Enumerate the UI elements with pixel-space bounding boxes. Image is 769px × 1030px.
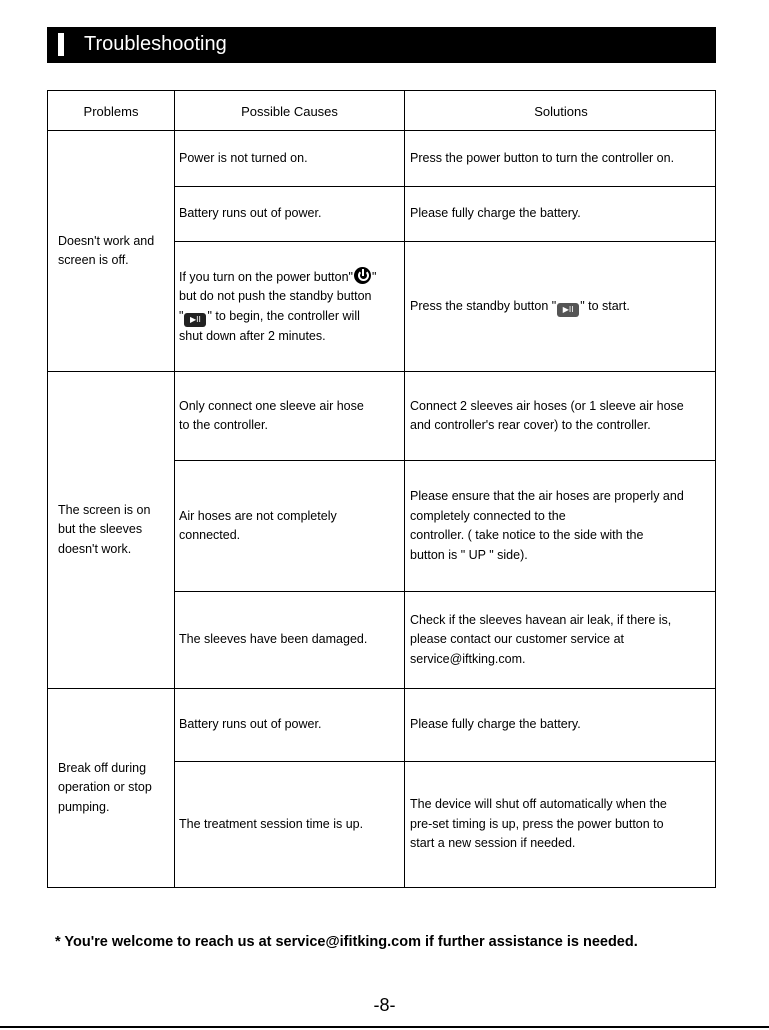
- problem-text: doesn't work.: [58, 541, 132, 556]
- problem-text: but the sleeves: [58, 522, 143, 537]
- play-pause-icon: ▶II: [184, 313, 206, 327]
- solution-cell: [405, 131, 717, 186]
- solution-text: button is " UP " side).: [410, 547, 528, 562]
- solution-cell: [405, 242, 717, 371]
- solution-text: Connect 2 sleeves air hoses (or 1 sleeve air hose: [410, 398, 684, 413]
- problem-text: The screen is on: [58, 502, 151, 517]
- solution-text: and controller's rear cover) to the controller.: [410, 418, 651, 432]
- section-header: [47, 27, 716, 63]
- problem-text: operation or stop: [58, 780, 152, 795]
- cause-text-part: If you turn on the power button": [179, 269, 353, 284]
- solution-text: Please fully charge the battery.: [410, 206, 581, 221]
- solution-text: The device will shut off automatically when the: [410, 797, 667, 812]
- solution-text: [410, 297, 630, 317]
- solution-text: Check if the sleeves havean air leak, if there is,: [410, 612, 672, 627]
- cause-text-part: ": [179, 308, 184, 323]
- cause-text: connected.: [179, 528, 241, 542]
- solution-cell: [405, 592, 717, 688]
- cause-cell: [175, 187, 404, 241]
- solution-cell: [405, 372, 717, 460]
- cause-text: Only connect one sleeve air hose: [179, 398, 364, 413]
- problem-cell: [48, 131, 174, 371]
- solution-cell: [405, 187, 717, 241]
- solution-text: Press the power button to turn the controller on.: [410, 150, 675, 165]
- header-possible-causes: Possible Causes: [241, 103, 338, 119]
- cause-cell: [175, 461, 404, 591]
- cause-cell: [175, 242, 404, 371]
- solution-text: Please ensure that the air hoses are properly and: [410, 489, 684, 503]
- solution-cell: [405, 689, 717, 761]
- cause-text: Power is not turned on.: [179, 150, 308, 165]
- cause-text: The sleeves have been damaged.: [179, 632, 368, 647]
- cause-text: shut down after 2 minutes.: [179, 328, 326, 343]
- solution-text: please contact our customer service at: [410, 632, 624, 647]
- troubleshooting-table: [47, 90, 716, 888]
- cause-cell: [175, 762, 404, 887]
- cause-cell: [175, 689, 404, 761]
- solution-cell: [405, 762, 717, 887]
- problem-text: Break off during: [58, 760, 147, 775]
- header-accent-bar: [58, 33, 64, 56]
- solution-text: controller. ( take notice to the side with the: [410, 528, 644, 542]
- cause-text-part: ": [372, 269, 377, 284]
- solution-text-part: Press the standby button ": [410, 298, 557, 313]
- power-icon: [354, 267, 371, 284]
- header-solutions: Solutions: [534, 103, 588, 119]
- cause-cell: [175, 372, 404, 460]
- problem-text: Doesn't work and: [58, 233, 155, 248]
- page-title: Troubleshooting: [84, 33, 227, 55]
- cause-text: [179, 307, 376, 327]
- cause-text: Battery runs out of power.: [179, 717, 322, 732]
- solution-cell: [405, 461, 717, 591]
- cause-text: The treatment session time is up.: [179, 816, 364, 831]
- problem-text: screen is off.: [58, 253, 129, 267]
- problem-cell: [48, 689, 174, 887]
- solution-text: pre-set timing is up, press the power button to: [410, 816, 664, 831]
- cause-text: Air hoses are not completely: [179, 508, 337, 523]
- footer-note: * You're welcome to reach us at service@ifitking.com if further assistance is needed.: [55, 934, 638, 950]
- problem-cell: [48, 372, 174, 688]
- cause-text: [179, 267, 376, 288]
- bottom-rule: [0, 1026, 769, 1028]
- cause-cell: [175, 592, 404, 688]
- page-number: -8-: [373, 995, 396, 1015]
- solution-text: service@iftking.com.: [410, 651, 526, 666]
- cause-cell: [175, 131, 404, 186]
- cause-text: Battery runs out of power.: [179, 206, 322, 221]
- solution-text: completely connected to the: [410, 508, 566, 523]
- cause-text: to the controller.: [179, 418, 268, 432]
- cause-text: but do not push the standby button: [179, 289, 372, 304]
- cause-text-part: " to begin, the controller will: [207, 308, 360, 323]
- problem-text: pumping.: [58, 799, 110, 814]
- play-pause-icon: ▶II: [557, 303, 579, 317]
- header-problems: Problems: [83, 103, 139, 119]
- solution-text: Please fully charge the battery.: [410, 717, 581, 732]
- solution-text: start a new session if needed.: [410, 836, 576, 851]
- solution-text-part: " to start.: [580, 298, 630, 313]
